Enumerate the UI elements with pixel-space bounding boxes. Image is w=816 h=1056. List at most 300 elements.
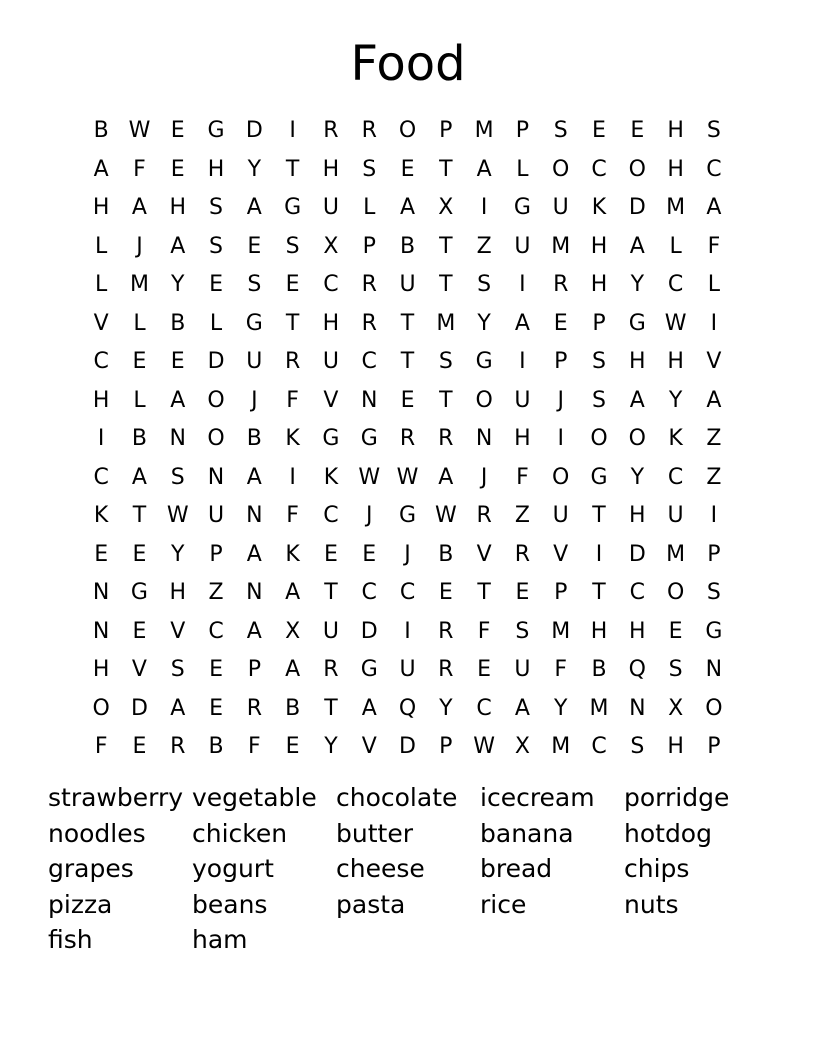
grid-letter: S: [209, 233, 224, 259]
grid-letter: E: [553, 310, 568, 336]
grid-letter: A: [629, 233, 645, 259]
grid-letter: S: [515, 618, 530, 644]
grid-letter: R: [170, 734, 186, 759]
grid-letter: E: [438, 580, 453, 605]
grid-letter: K: [285, 426, 300, 451]
grid-letter: M: [666, 195, 686, 220]
word-list-item: noodles: [48, 818, 146, 848]
grid-letter: E: [247, 233, 262, 259]
grid-letter: G: [705, 618, 723, 644]
grid-letter: H: [590, 618, 608, 644]
grid-letter: C: [591, 734, 607, 759]
grid-letter: A: [246, 618, 262, 644]
grid-letter: P: [707, 541, 721, 567]
grid-letter: I: [557, 426, 564, 451]
grid-letter: G: [322, 426, 340, 451]
word-list-item: vegetable: [192, 783, 317, 812]
grid-letter: S: [706, 118, 721, 143]
grid-letter: D: [360, 618, 378, 644]
grid-letter: Q: [398, 695, 417, 721]
grid-letter: B: [285, 695, 301, 721]
grid-letter: E: [592, 118, 606, 143]
grid-letter: Y: [324, 734, 338, 759]
word-list-item: banana: [480, 818, 574, 848]
grid-letter: G: [245, 310, 263, 336]
word-list: [48, 780, 768, 958]
grid-letter: E: [132, 541, 147, 567]
grid-letter: L: [669, 233, 682, 259]
grid-letter: Z: [706, 464, 722, 490]
grid-letter: Y: [439, 695, 453, 721]
grid-letter: T: [285, 310, 300, 336]
grid-letter: D: [399, 734, 416, 759]
grid-letter: E: [170, 156, 185, 182]
grid-letter: S: [438, 349, 453, 374]
grid-letter: C: [323, 503, 339, 528]
grid-letter: F: [133, 156, 146, 182]
word-list-item: icecream: [480, 783, 595, 812]
grid-letter: M: [551, 618, 571, 644]
grid-letter: U: [514, 657, 531, 682]
grid-letter: P: [362, 233, 376, 259]
grid-letter: C: [93, 464, 109, 490]
grid-letter: H: [629, 503, 646, 528]
grid-letter: C: [591, 156, 607, 182]
grid-letter: E: [630, 118, 645, 143]
grid-letter: L: [516, 156, 529, 182]
grid-letter: E: [209, 272, 223, 297]
grid-letter: A: [246, 541, 262, 567]
word-list-item: hotdog: [624, 818, 712, 848]
grid-letter: R: [438, 618, 454, 644]
grid-letter: W: [434, 503, 457, 528]
grid-letter: U: [399, 272, 416, 297]
grid-letter: M: [589, 695, 609, 721]
grid-letter: S: [170, 464, 185, 490]
grid-letter: O: [628, 426, 646, 451]
grid-letter: F: [477, 618, 491, 644]
grid-letter: G: [130, 580, 148, 605]
grid-letter: F: [554, 657, 568, 682]
grid-letter: A: [285, 580, 301, 605]
grid-letter: E: [668, 618, 683, 644]
grid-letter: C: [476, 695, 492, 721]
grid-letter: P: [209, 541, 223, 567]
grid-letter: O: [207, 426, 225, 451]
word-list-item: porridge: [624, 783, 730, 812]
grid-letter: E: [132, 349, 147, 374]
grid-letter: G: [398, 503, 417, 528]
grid-letter: S: [362, 156, 377, 182]
grid-letter: A: [246, 464, 262, 490]
grid-letter: Z: [706, 426, 722, 451]
grid-letter: S: [285, 233, 300, 259]
grid-letter: N: [705, 657, 723, 682]
grid-letter: A: [706, 387, 722, 413]
grid-letter: G: [513, 195, 531, 220]
grid-letter: R: [323, 657, 339, 682]
grid-letter: V: [476, 541, 492, 567]
grid-letter: L: [363, 195, 376, 220]
grid-letter: O: [666, 580, 685, 605]
grid-letter: H: [92, 387, 110, 413]
grid-letter: E: [132, 618, 147, 644]
grid-letter: O: [475, 387, 493, 413]
grid-letter: J: [557, 387, 564, 413]
grid-letter: N: [92, 580, 110, 605]
grid-letter: H: [169, 580, 187, 605]
grid-letter: B: [591, 657, 607, 682]
word-list-item: butter: [336, 818, 413, 848]
grid-letter: N: [360, 387, 378, 413]
grid-letter: H: [169, 195, 187, 220]
grid-letter: T: [400, 349, 415, 374]
grid-letter: E: [323, 541, 338, 567]
grid-letter: T: [592, 580, 606, 605]
grid-letter: I: [289, 464, 296, 490]
grid-letter: A: [170, 233, 186, 259]
grid-letter: R: [323, 118, 339, 143]
grid-letter: L: [95, 233, 108, 259]
grid-letter: E: [209, 695, 223, 721]
grid-letter: F: [248, 734, 261, 759]
grid-letter: V: [706, 349, 722, 374]
grid-letter: H: [629, 349, 646, 374]
grid-letter: D: [245, 118, 263, 143]
grid-letter: N: [246, 503, 263, 528]
grid-letter: Y: [668, 387, 683, 413]
grid-letter: X: [323, 233, 339, 259]
grid-letter: T: [439, 387, 453, 413]
grid-letter: H: [322, 156, 340, 182]
grid-letter: W: [396, 464, 419, 490]
grid-letter: H: [322, 310, 340, 336]
grid-letter: O: [92, 695, 110, 721]
grid-letter: P: [439, 118, 453, 143]
grid-letter: C: [323, 272, 339, 297]
word-list-item: pasta: [336, 889, 406, 919]
grid-letter: U: [552, 195, 569, 220]
grid-letter: U: [246, 349, 263, 374]
grid-letter: U: [514, 233, 531, 259]
grid-letter: Y: [630, 272, 645, 297]
grid-letter: V: [170, 618, 186, 644]
grid-letter: I: [710, 503, 718, 528]
grid-letter: U: [322, 195, 339, 220]
grid-letter: F: [707, 233, 721, 259]
grid-letter: T: [132, 503, 147, 528]
grid-letter: H: [92, 195, 110, 220]
grid-letter: I: [595, 541, 603, 567]
word-list-item: strawberry: [48, 783, 184, 812]
grid-letter: O: [552, 464, 570, 490]
grid-letter: I: [710, 310, 718, 336]
grid-letter: T: [592, 503, 606, 528]
word-list-item: beans: [192, 889, 268, 919]
word-list-item: rice: [480, 889, 527, 919]
grid-letter: X: [668, 695, 684, 721]
grid-letter: W: [166, 503, 189, 528]
grid-letter: J: [365, 503, 373, 528]
grid-letter: B: [399, 233, 416, 259]
grid-letter: S: [247, 272, 262, 297]
grid-letter: O: [628, 156, 646, 182]
grid-letter: V: [131, 657, 147, 682]
grid-letter: J: [251, 387, 258, 413]
grid-letter: Y: [171, 541, 185, 567]
grid-letter: O: [590, 426, 608, 451]
grid-letter: S: [706, 580, 721, 605]
grid-letter: A: [706, 195, 722, 220]
grid-letter: S: [668, 657, 683, 682]
grid-letter: T: [439, 156, 453, 182]
grid-letter: J: [136, 233, 143, 259]
grid-letter: E: [170, 349, 185, 374]
grid-letter: K: [285, 541, 300, 567]
grid-letter: C: [208, 618, 224, 644]
grid-letter: I: [519, 349, 526, 374]
word-list-item: pizza: [48, 889, 113, 919]
grid-letter: S: [553, 118, 568, 143]
grid-letter: L: [209, 310, 223, 336]
word-list-item: chicken: [192, 818, 288, 848]
grid-letter: E: [285, 734, 300, 759]
grid-letter: A: [514, 695, 530, 721]
grid-letter: U: [322, 349, 339, 374]
grid-letter: S: [477, 272, 492, 297]
grid-letter: P: [247, 657, 261, 682]
grid-letter: C: [361, 580, 377, 605]
grid-letter: S: [592, 387, 606, 413]
grid-letter: R: [438, 426, 454, 451]
grid-letter: F: [94, 734, 108, 759]
grid-letter: H: [667, 734, 684, 759]
grid-letter: J: [480, 464, 488, 490]
grid-letter: I: [97, 426, 105, 451]
grid-letter: D: [207, 349, 225, 374]
word-list-item: chocolate: [336, 783, 458, 812]
grid-letter: K: [668, 426, 683, 451]
grid-letter: T: [439, 272, 453, 297]
grid-letter: O: [207, 387, 225, 413]
grid-letter: D: [628, 195, 646, 220]
grid-letter: O: [552, 156, 570, 182]
grid-letter: P: [592, 310, 606, 336]
grid-letter: C: [399, 580, 416, 605]
grid-letter: I: [404, 618, 411, 644]
grid-letter: R: [438, 657, 454, 682]
grid-letter: U: [207, 503, 225, 528]
grid-letter: G: [475, 349, 493, 374]
grid-letter: X: [285, 618, 301, 644]
grid-letter: E: [94, 541, 109, 567]
grid-letter: R: [553, 272, 569, 297]
grid-letter: A: [399, 195, 416, 220]
grid-letter: Y: [553, 695, 568, 721]
grid-letter: H: [92, 657, 110, 682]
grid-letter: R: [361, 310, 377, 336]
grid-letter: H: [667, 156, 684, 182]
grid-letter: C: [629, 580, 645, 605]
grid-letter: B: [170, 310, 186, 336]
grid-letter: F: [286, 503, 299, 528]
grid-letter: A: [629, 387, 645, 413]
word-list-item: fish: [48, 925, 93, 954]
grid-letter: H: [514, 426, 531, 451]
grid-letter: W: [473, 734, 495, 759]
grid-letter: B: [93, 118, 109, 143]
grid-letter: T: [285, 156, 300, 182]
grid-letter: H: [207, 156, 225, 182]
grid-letter: J: [404, 541, 411, 567]
grid-letter: R: [361, 272, 377, 297]
grid-letter: E: [170, 118, 185, 143]
grid-letter: G: [360, 426, 378, 451]
grid-letter: G: [590, 464, 608, 490]
grid-letter: R: [476, 503, 492, 528]
grid-letter: Z: [476, 233, 492, 259]
grid-letter: A: [476, 156, 492, 182]
grid-letter: S: [209, 195, 224, 220]
grid-letter: U: [514, 387, 531, 413]
grid-letter: G: [628, 310, 646, 336]
word-list-item: cheese: [336, 854, 425, 883]
grid-letter: E: [400, 387, 415, 413]
grid-letter: M: [129, 272, 149, 297]
grid-letter: C: [667, 464, 684, 490]
grid-letter: K: [323, 464, 339, 490]
grid-letter: U: [399, 657, 416, 682]
grid-letter: F: [286, 387, 299, 413]
grid-letter: Z: [514, 503, 530, 528]
grid-letter: N: [475, 426, 493, 451]
word-list-item: chips: [624, 854, 690, 883]
grid-letter: E: [209, 657, 223, 682]
grid-letter: E: [132, 734, 147, 759]
word-list-item: nuts: [624, 889, 679, 919]
grid-letter: P: [554, 349, 568, 374]
page-title: Food: [350, 36, 466, 92]
grid-letter: W: [358, 464, 381, 490]
grid-letter: D: [130, 695, 148, 721]
grid-letter: M: [474, 118, 494, 143]
grid-letter: M: [666, 541, 686, 567]
grid-letter: A: [131, 195, 147, 220]
grid-letter: A: [93, 156, 109, 182]
grid-letter: B: [246, 426, 262, 451]
grid-letter: O: [705, 695, 723, 721]
grid-letter: Y: [630, 464, 645, 490]
grid-letter: P: [439, 734, 453, 759]
grid-letter: X: [438, 195, 454, 220]
grid-letter: L: [707, 272, 721, 297]
grid-letter: V: [361, 734, 377, 759]
grid-letter: Y: [247, 156, 262, 182]
grid-letter: A: [514, 310, 530, 336]
grid-letter: N: [246, 580, 263, 605]
grid-letter: S: [170, 657, 185, 682]
grid-letter: B: [438, 541, 454, 567]
grid-letter: D: [628, 541, 646, 567]
grid-letter: E: [400, 156, 415, 182]
grid-letter: M: [436, 310, 456, 336]
grid-letter: S: [592, 349, 606, 374]
grid-letter: P: [554, 580, 568, 605]
grid-letter: M: [551, 233, 571, 259]
grid-letter: R: [514, 541, 531, 567]
grid-letter: C: [361, 349, 377, 374]
word-list-item: yogurt: [192, 854, 274, 883]
grid-letter: C: [706, 156, 722, 182]
grid-letter: N: [92, 618, 110, 644]
grid-letter: A: [246, 195, 262, 220]
word-list-item: ham: [192, 925, 248, 954]
grid-letter: W: [128, 118, 151, 143]
grid-letter: Z: [208, 580, 224, 605]
letter-grid: [82, 112, 733, 767]
grid-letter: N: [169, 426, 186, 451]
word-list-item: bread: [480, 854, 553, 883]
grid-letter: A: [170, 387, 186, 413]
grid-letter: E: [515, 580, 530, 605]
grid-letter: C: [667, 272, 684, 297]
grid-letter: H: [667, 349, 684, 374]
grid-letter: A: [361, 695, 377, 721]
grid-letter: Y: [171, 272, 185, 297]
grid-letter: A: [438, 464, 454, 490]
grid-letter: R: [361, 118, 377, 143]
grid-letter: U: [667, 503, 684, 528]
grid-letter: L: [133, 310, 146, 336]
grid-letter: X: [514, 734, 530, 759]
grid-letter: R: [284, 349, 301, 374]
grid-letter: I: [289, 118, 296, 143]
grid-letter: G: [284, 195, 302, 220]
grid-letter: C: [93, 349, 109, 374]
grid-letter: T: [400, 310, 415, 336]
grid-letter: H: [629, 618, 646, 644]
grid-letter: O: [398, 118, 417, 143]
grid-letter: L: [133, 387, 146, 413]
grid-letter: N: [629, 695, 646, 721]
grid-letter: H: [590, 233, 608, 259]
grid-letter: A: [285, 657, 301, 682]
grid-letter: E: [362, 541, 377, 567]
grid-letter: I: [519, 272, 526, 297]
grid-letter: H: [590, 272, 608, 297]
grid-letter: P: [515, 118, 530, 143]
grid-letter: Q: [628, 657, 646, 682]
grid-letter: V: [323, 387, 339, 413]
grid-letter: V: [93, 310, 109, 336]
grid-letter: G: [360, 657, 378, 682]
grid-letter: M: [551, 734, 571, 759]
grid-letter: I: [480, 195, 488, 220]
grid-letter: S: [630, 734, 645, 759]
grid-letter: E: [285, 272, 300, 297]
grid-letter: W: [664, 310, 687, 336]
grid-letter: T: [439, 233, 453, 259]
grid-letter: K: [591, 195, 607, 220]
grid-letter: Y: [477, 310, 491, 336]
grid-letter: N: [207, 464, 225, 490]
grid-letter: T: [477, 580, 491, 605]
grid-letter: L: [95, 272, 108, 297]
grid-letter: F: [516, 464, 529, 490]
grid-letter: B: [208, 734, 224, 759]
grid-letter: T: [324, 695, 338, 721]
grid-letter: A: [170, 695, 186, 721]
